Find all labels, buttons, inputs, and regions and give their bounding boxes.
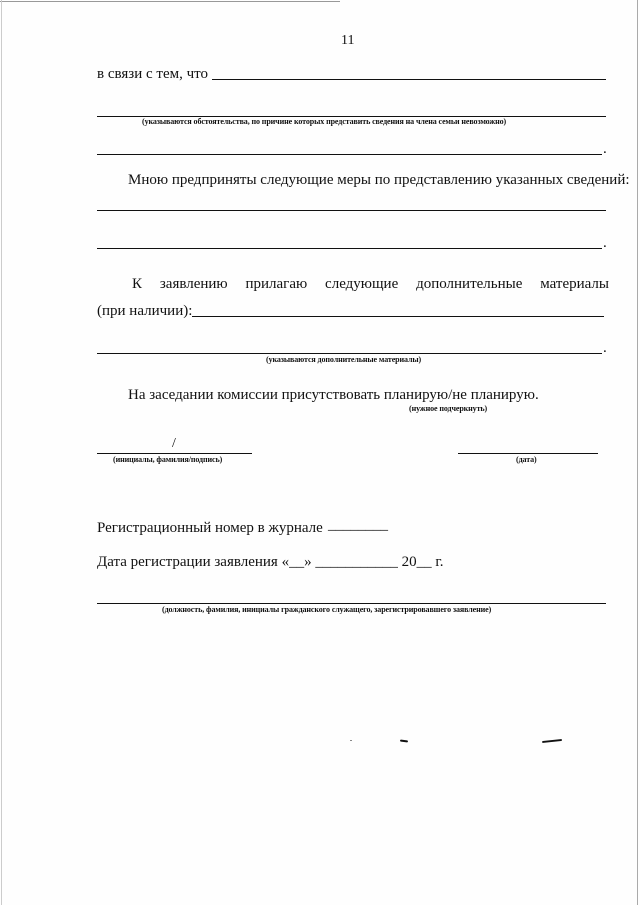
attach-text: [132, 276, 609, 293]
date-caption: (дата): [516, 455, 537, 464]
signature-caption: (инициалы, фамилия/подпись): [113, 455, 223, 464]
attach-word: дополнительные: [416, 276, 523, 292]
attach-word: следующие: [325, 276, 399, 292]
measures-line-2: [97, 248, 602, 249]
signature-slash: /: [172, 436, 176, 451]
attach-word: прилагаю: [245, 276, 308, 292]
attach-caption: (указываются дополнительные материалы): [266, 355, 422, 364]
circumstances-prefix: в связи с тем, что: [97, 66, 208, 82]
circumstances-caption: (указываются обстоятельства, по причине которых представить сведения на члена семьи невозможно): [142, 117, 507, 126]
circumstances-period: .: [603, 141, 607, 157]
signature-line: [97, 453, 252, 454]
attach-cont: (при наличии):: [97, 303, 193, 319]
measures-period: .: [603, 235, 607, 251]
employee-caption: (должность, фамилия, инициалы гражданского служащего, зарегистрировавшего заявление): [162, 605, 492, 614]
attach-line-2: [97, 353, 602, 354]
attach-word: заявлению: [159, 276, 228, 292]
attend-text: На заседании комиссии присутствовать планирую/не планирую.: [128, 387, 539, 403]
attach-word: материалы: [540, 276, 609, 292]
measures-line-1: [97, 210, 606, 211]
circumstances-line-3: [97, 154, 602, 155]
scan-speck: [350, 740, 352, 741]
scan-mark: [400, 739, 408, 742]
circumstances-line-1: [212, 79, 606, 80]
page-number: 11: [341, 33, 355, 48]
reg-number-blank: ________: [328, 517, 388, 533]
date-line: [458, 453, 598, 454]
attach-line-1: [192, 316, 604, 317]
attend-caption: (нужное подчеркнуть): [409, 404, 488, 413]
scan-edge-left: [1, 0, 2, 905]
attach-period: .: [603, 340, 607, 356]
employee-line: [97, 603, 606, 604]
measures-text: Мною предприняты следующие меры по представлению указанных сведений:: [128, 172, 630, 188]
scan-mark: [542, 739, 562, 743]
scan-edge-top: [0, 1, 340, 2]
attach-word: К: [132, 276, 143, 292]
reg-number-label: Регистрационный номер в журнале: [97, 520, 323, 536]
reg-date-label: Дата регистрации заявления «__» ___________ 20__ г.: [97, 554, 444, 570]
scan-edge-right: [637, 0, 638, 905]
